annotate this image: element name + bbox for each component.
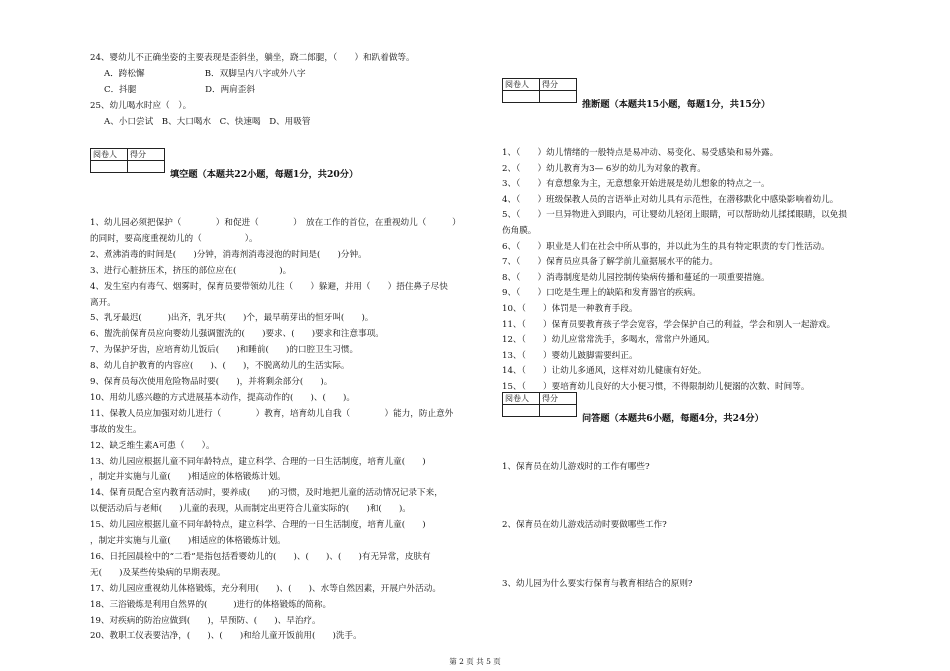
fill-section-title: 填空题（本题共22小题，每题1分，共20分） bbox=[170, 169, 359, 180]
qa-question-1: 1、保育员在幼儿游戏时的工作有哪些? bbox=[502, 462, 650, 472]
score-label: 得分 bbox=[540, 393, 577, 405]
fill-question-line: 13、幼儿园应根据儿童不同年龄特点，建立科学、合理的一日生活制度，培育儿童( ) bbox=[90, 456, 426, 467]
fill-question-line: ，制定并实施与儿童( )相适应的体格锻炼计划。 bbox=[90, 536, 286, 546]
fill-question-line: 11、保教人员应加强对幼儿进行（ ）教育，培育幼儿自我（ ）能力，防止意外 bbox=[90, 408, 454, 419]
reviewer-cell bbox=[91, 161, 128, 173]
judge-question-line: 14、（ ）让幼儿多通风，这样对幼儿健康有好处。 bbox=[502, 366, 707, 377]
question-24: 24、婴幼儿不正确坐姿的主要表现是歪斜坐，躺坐，跷二郎腿，（ ）和趴着做等。 bbox=[90, 53, 415, 63]
score-box-judge bbox=[502, 78, 577, 103]
qa-question-3: 3、幼儿园为什么要实行保育与教育相结合的原则? bbox=[502, 579, 693, 589]
fill-question-line: 17、幼儿园应重视幼儿体格锻炼，充分利用( )、( )、水等自然因素，开展户外活动。 bbox=[90, 583, 441, 594]
fill-question-line: 6、盥洗前保育员应向婴幼儿强调盥洗的( )要求、( )要求和注意事项。 bbox=[90, 329, 384, 340]
fill-question-line: 1、幼儿园必须把保护（ ）和促进（ ） 放在工作的首位，在重视幼儿（ ） bbox=[90, 218, 461, 228]
judge-question-line: 9、（ ）口吃是生理上的缺陷和发育器官的疾病。 bbox=[502, 288, 701, 299]
fill-question-line: 离开。 bbox=[90, 297, 116, 308]
fill-question-line: 16、日托园晨检中的“二看”是指包括看婴幼儿的( )、( )、( )有无异常，皮肤有 bbox=[90, 551, 431, 562]
judge-section-title: 推断题（本题共15小题，每题1分，共15分） bbox=[582, 99, 771, 110]
reviewer-cell bbox=[503, 91, 540, 103]
judge-question-line: 1、（ ）幼儿情绪的一般特点是易冲动、易变化、易受感染和易外露。 bbox=[502, 148, 779, 158]
judge-question-line: 6、（ ）职业是人们在社会中所从事的，并以此为生的具有特定职责的专门性活动。 bbox=[502, 241, 830, 252]
score-label: 得分 bbox=[128, 149, 165, 161]
reviewer-cell bbox=[503, 405, 540, 417]
qa-section-title: 问答题（本题共6小题，每题4分，共24分） bbox=[582, 413, 764, 424]
fill-question-line: 7、为保护牙齿，应培育幼儿饭后( )和睡前( )的口腔卫生习惯。 bbox=[90, 345, 359, 356]
q25-options: A、小口尝试 B、大口喝水 C、快速喝 D、用吸管 bbox=[104, 117, 311, 127]
score-label: 得分 bbox=[540, 79, 577, 91]
fill-question-line: 事故的发生。 bbox=[90, 424, 142, 435]
score-cell bbox=[540, 91, 577, 103]
reviewer-label: 阅卷人 bbox=[503, 79, 540, 91]
fill-question-line: 8、幼儿自护教育的内容应( )、( )，不脱离幼儿的生活实际。 bbox=[90, 361, 350, 372]
fill-question-line: 以便活动后与老师( )儿童的表现，从而制定出更符合儿童实际的( )和( )。 bbox=[90, 504, 411, 515]
judge-question-line: 4、（ ）班级保教人员的言语举止对幼儿具有示范性，在潜移默化中感染影响着幼儿。 bbox=[502, 194, 839, 205]
fill-question-line: 10、用幼儿感兴趣的方式进展基本动作，提高动作的( )、( )。 bbox=[90, 392, 355, 403]
judge-question-line: 3、（ ）有意想象为主，无意想象开始进展是幼儿想象的特点之一。 bbox=[502, 179, 770, 190]
judge-question-line: 15、（ ）要培育幼儿良好的大小便习惯，不得限制幼儿便溺的次数、时间等。 bbox=[502, 382, 810, 392]
fill-question-line: ，制定并实施与儿童( )相适应的体格锻炼计划。 bbox=[90, 472, 286, 483]
q24-options-cd: C．抖腿 D．两肩歪斜 bbox=[104, 85, 255, 95]
judge-question-line: 8、（ ）消毒制度是幼儿园控制传染病传播和蔓延的一项重要措施。 bbox=[502, 272, 770, 283]
q24-options-ab: A．跨松懈 B．双脚呈内八字或外八字 bbox=[104, 69, 306, 79]
score-cell bbox=[540, 405, 577, 417]
judge-question-line: 12、（ ）幼儿应常常洗手，多喝水，常常户外通风。 bbox=[502, 335, 715, 346]
reviewer-label: 阅卷人 bbox=[91, 149, 128, 161]
qa-question-2: 2、保育员在幼儿游戏活动时要做哪些工作? bbox=[502, 520, 667, 530]
judge-question-line: 2、（ ）幼儿教育为3— 6岁的幼儿为对象的教育。 bbox=[502, 163, 706, 174]
fill-question-line: 15、幼儿园应根据儿童不同年龄特点，建立科学、合理的一日生活制度，培育儿童( ) bbox=[90, 520, 426, 531]
fill-question-line: 20、教职工仪表要洁净，( )、( )和给儿童开饭前用( )洗手。 bbox=[90, 631, 362, 642]
fill-question-line: 的同时，要高度重视幼儿的（ ）。 bbox=[90, 233, 258, 244]
judge-question-line: 10、（ ）体罚是一种教育手段。 bbox=[502, 304, 638, 314]
judge-question-line: 伤角膜。 bbox=[502, 226, 537, 236]
judge-question-line: 13、（ ）婴幼儿跛脚需要纠正。 bbox=[502, 350, 638, 361]
fill-question-line: 9、保育员每次使用危险物品时要( )，并将剩余部分( )。 bbox=[90, 377, 333, 387]
judge-question-line: 5、（ ）一旦异物进入到眼内，可让婴幼儿轻闭上眼睛，可以帮助幼儿揉揉眼睛，以免损 bbox=[502, 210, 847, 221]
fill-question-line: 18、三浴锻炼是利用自然界的( )进行的体格锻炼的简称。 bbox=[90, 599, 332, 610]
score-cell bbox=[128, 161, 165, 173]
fill-question-line: 4、发生室内有毒气、烟雾时，保育员要带领幼儿往（ ）躲避，并用（ ）捂住鼻子尽快 bbox=[90, 281, 448, 292]
judge-question-line: 11、（ ）保育员要教育孩子学会宽容，学会保护自己的利益，学会和别人一起游戏。 bbox=[502, 319, 836, 330]
fill-question-line: 无( )及某些传染病的早期表现。 bbox=[90, 567, 226, 578]
reviewer-label: 阅卷人 bbox=[503, 393, 540, 405]
score-box-fill bbox=[90, 148, 165, 173]
judge-question-line: 7、（ ）保育员应具备了解学前儿童据展水平的能力。 bbox=[502, 257, 719, 268]
fill-question-line: 12、缺乏维生素A可患（ ）。 bbox=[90, 440, 215, 451]
fill-question-line: 5、乳牙最迟( )出齐，乳牙共( )个，最早萌芽出的恒牙叫( )。 bbox=[90, 313, 374, 324]
fill-question-line: 19、对疾病的防治应做到( )，早预防、( )、早治疗。 bbox=[90, 615, 321, 626]
page-footer: 第 2 页 共 5 页 bbox=[449, 657, 501, 666]
fill-question-line: 3、进行心脏挤压术，挤压的部位应在( )。 bbox=[90, 265, 292, 276]
question-25: 25、幼儿喝水时应（ ）。 bbox=[90, 101, 192, 111]
score-box-qa bbox=[502, 392, 577, 417]
fill-question-line: 14、保育员配合室内教育活动时，要养成( )的习惯，及时地把儿童的活动情况记录下来， bbox=[90, 488, 443, 499]
fill-question-line: 2、煮沸消毒的时间是( )分钟，消毒剂消毒浸泡的时间是( )分钟。 bbox=[90, 249, 367, 260]
